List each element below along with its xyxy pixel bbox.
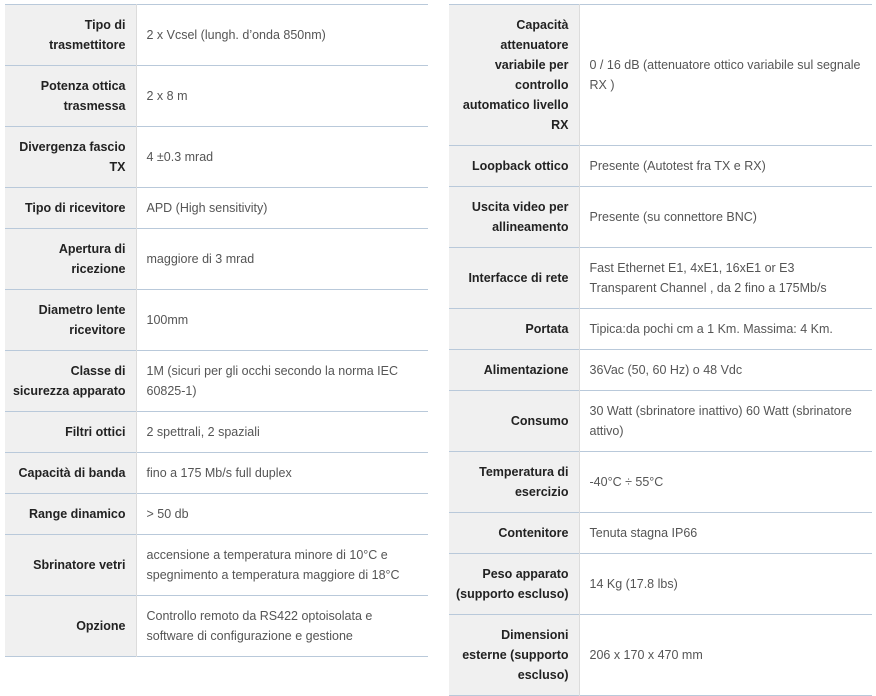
spec-label: Range dinamico [5, 494, 136, 535]
spec-value: 2 spettrali, 2 spaziali [146, 425, 260, 439]
spec-table-right [449, 4, 872, 696]
spec-label: Peso apparato (supporto escluso) [449, 554, 579, 615]
spec-value: fino a 175 Mb/s full duplex [146, 466, 292, 480]
spec-label: Uscita video per allineamento [449, 187, 579, 248]
spec-value: 100mm [146, 313, 189, 327]
table-row [449, 554, 872, 615]
table-row [449, 187, 872, 248]
spec-label: Opzione [5, 596, 136, 657]
table-row [5, 351, 428, 412]
spec-label: Capacità attenuatore variabile per controllo automatico livello RX [449, 5, 579, 146]
table-row [449, 309, 872, 350]
spec-label: Tipo di trasmettitore [5, 5, 136, 66]
spec-value: Controllo remoto da RS422 optoisolata e software di configurazione e gestione [146, 609, 373, 643]
spec-value: Presente (su connettore BNC) [589, 210, 757, 224]
table-row [5, 453, 428, 494]
spec-value: maggiore di 3 mrad [146, 252, 255, 266]
spec-value: 2 x 8 m [146, 89, 188, 103]
table-row [5, 188, 428, 229]
table-row [5, 229, 428, 290]
table-row [5, 66, 428, 127]
spec-value: 14 Kg (17.8 lbs) [589, 577, 678, 591]
spec-value: Fast Ethernet E1, 4xE1, 16xE1 or E3 Transparent Channel , da 2 fino a 175Mb/s [589, 261, 827, 295]
table-row [5, 5, 428, 66]
spec-value: 30 Watt (sbrinatore inattivo) 60 Watt (sbrinatore attivo) [589, 404, 852, 438]
table-row [5, 596, 428, 657]
spec-label: Potenza ottica trasmessa [5, 66, 136, 127]
spec-label: Alimentazione [449, 350, 579, 391]
table-row [5, 412, 428, 453]
spec-label: Classe di sicurezza apparato [5, 351, 136, 412]
table-row [449, 391, 872, 452]
spec-value: 0 / 16 dB (attenuatore ottico variabile sul segnale RX ) [589, 58, 861, 92]
table-row [5, 127, 428, 188]
spec-value: 36Vac (50, 60 Hz) o 48 Vdc [589, 363, 743, 377]
table-row [5, 290, 428, 351]
spec-label: Capacità di banda [5, 453, 136, 494]
spec-label: Contenitore [449, 513, 579, 554]
table-row [449, 513, 872, 554]
spec-label: Consumo [449, 391, 579, 452]
spec-value: Presente (Autotest fra TX e RX) [589, 159, 766, 173]
spec-value: Tenuta stagna IP66 [589, 526, 698, 540]
spec-label: Dimensioni esterne (supporto escluso) [449, 615, 579, 696]
table-row [449, 452, 872, 513]
spec-value: APD (High sensitivity) [146, 201, 268, 215]
table-row [449, 615, 872, 696]
spec-label: Interfacce di rete [449, 248, 579, 309]
spec-value: 206 x 170 x 470 mm [589, 648, 703, 662]
spec-label: Divergenza fascio TX [5, 127, 136, 188]
spec-label: Apertura di ricezione [5, 229, 136, 290]
spec-label: Diametro lente ricevitore [5, 290, 136, 351]
table-row [5, 494, 428, 535]
spec-label: Temperatura di esercizio [449, 452, 579, 513]
spec-label: Sbrinatore vetri [5, 535, 136, 596]
spec-value: 1M (sicuri per gli occhi secondo la norma IEC 60825-1) [146, 364, 398, 398]
table-row [449, 5, 872, 146]
spec-value: 4 ±0.3 mrad [146, 150, 214, 164]
table-row [449, 146, 872, 187]
spec-value: > 50 db [146, 507, 189, 521]
spec-label: Portata [449, 309, 579, 350]
spec-label: Tipo di ricevitore [5, 188, 136, 229]
table-row [5, 535, 428, 596]
spec-label: Filtri ottici [5, 412, 136, 453]
spec-table-left [5, 4, 428, 657]
table-row [449, 248, 872, 309]
spec-value: -40°C ÷ 55°C [589, 475, 664, 489]
table-row [449, 350, 872, 391]
spec-label: Loopback ottico [449, 146, 579, 187]
spec-value: accensione a temperatura minore di 10°C e spegnimento a temperatura maggiore di 18°C [146, 548, 400, 582]
spec-value: 2 x Vcsel (lungh. d’onda 850nm) [146, 28, 326, 42]
spec-value: Tipica:da pochi cm a 1 Km. Massima: 4 Km. [589, 322, 833, 336]
